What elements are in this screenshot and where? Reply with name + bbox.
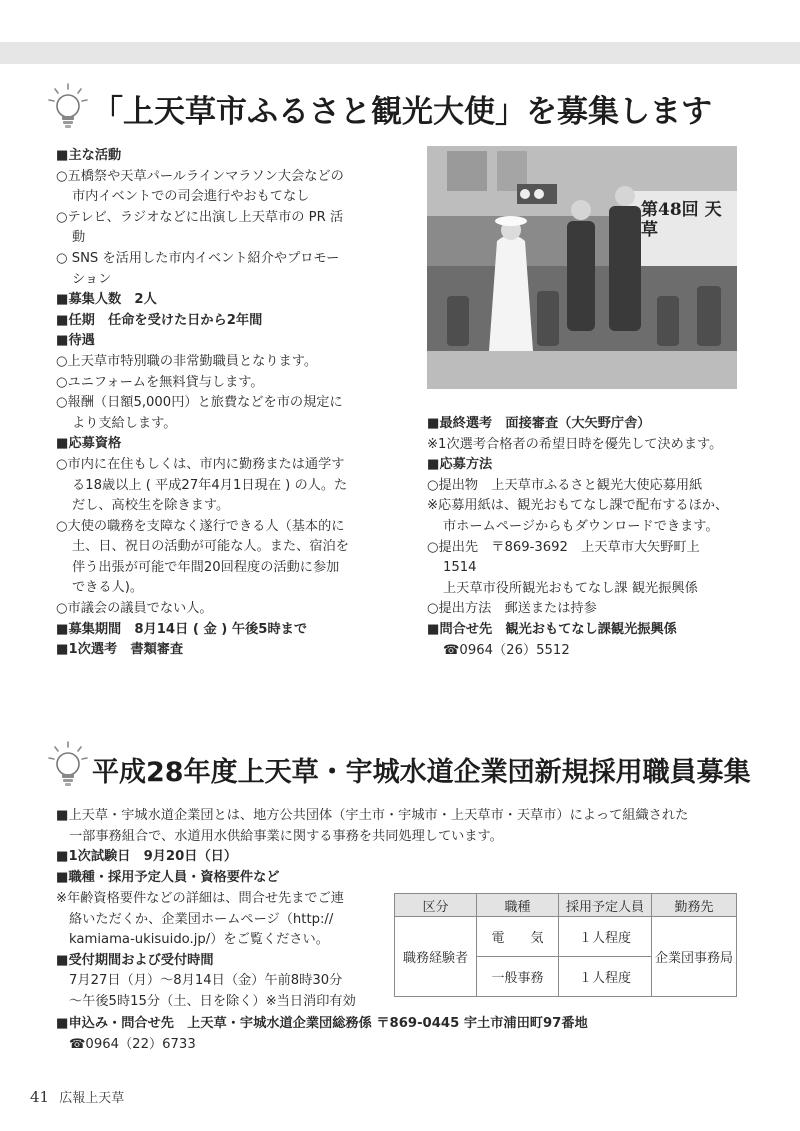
- text-line: 上天草市役所観光おもてなし課 観光振興係: [443, 580, 698, 596]
- lightbulb-icon: [46, 740, 90, 788]
- text-line: ☎0964（26）5512: [443, 642, 570, 658]
- text-line: ション: [72, 271, 112, 287]
- table-cell-count: １人程度: [559, 917, 652, 957]
- text-line: ☎0964（22）6733: [69, 1036, 196, 1052]
- section2-intro: [56, 806, 688, 888]
- table-cell-category: 職務経験者: [395, 917, 477, 997]
- table-header: 区分: [395, 894, 477, 917]
- text-line: 1514: [443, 560, 477, 576]
- table-header: 職種: [477, 894, 559, 917]
- text-line: ■募集期間 8月14日 ( 金 ) 午後5時まで: [56, 621, 308, 637]
- top-bar: [0, 42, 800, 64]
- text-line: ■応募資格: [56, 436, 122, 452]
- text-line: ○テレビ、ラジオなどに出演し上天草市の PR 活: [56, 209, 344, 225]
- text-line: 動: [72, 230, 86, 246]
- text-line: 市内イベントでの司会進行やおもてなし: [72, 189, 310, 205]
- section1-left-column: [56, 146, 376, 661]
- text-line: 伴う出張が可能で年間20回程度の活動に参加: [72, 559, 340, 575]
- text-line: ○上天草市特別職の非常勤職員となります。: [56, 353, 318, 369]
- text-line: ■1次試験日 9月20日（日）: [56, 849, 238, 865]
- text-line: ○市議会の議員でない人。: [56, 601, 213, 617]
- text-line: より支給します。: [72, 415, 177, 431]
- table-row: [395, 917, 737, 957]
- text-line: ○大使の職務を支障なく遂行できる人（基本的に: [56, 518, 345, 534]
- section2-left-column: [56, 889, 386, 1013]
- table-cell-job: 電 気: [477, 917, 559, 957]
- table-header: 勤務先: [652, 894, 737, 917]
- text-line: ■最終選考 面接審査（大矢野庁舎）: [427, 416, 651, 431]
- section1-right-column: [427, 414, 757, 661]
- text-line: ○ユニフォームを無料貸与します。: [56, 374, 264, 390]
- text-line: 一部事務組合で、水道用水供給事業に関する事務を共同処理しています。: [69, 828, 503, 844]
- section1-title: 「上天草市ふるさと観光大使」を募集します: [92, 94, 712, 130]
- photo-banner-text: 第48回 天草: [641, 200, 722, 240]
- text-line: ○提出物 上天草市ふるさと観光大使応募用紙: [427, 477, 703, 493]
- text-line: ■受付期間および受付時間: [56, 952, 214, 968]
- text-line: 7月27日（月）～8月14日（金）午前8時30分: [69, 973, 343, 989]
- table-header: 採用予定人員: [559, 894, 652, 917]
- section2-title: 平成28年度上天草・宇城水道企業団新規採用職員募集: [92, 757, 751, 788]
- text-line: ○提出方法 郵送または持参: [427, 601, 597, 617]
- text-line: ○五橋祭や天草パールラインマラソン大会などの: [56, 168, 344, 184]
- publication-name: 広報上天草: [59, 1091, 125, 1106]
- text-line: ■募集人数 2人: [56, 292, 157, 308]
- text-line: ※年齢資格要件などの詳細は、問合せ先までご連: [56, 891, 344, 906]
- text-line: ○ SNS を活用した市内イベント紹介やプロモー: [56, 250, 340, 266]
- text-line: ■待遇: [56, 333, 95, 349]
- text-line: ■応募方法: [427, 457, 493, 473]
- page-footer: [30, 1087, 124, 1106]
- lightbulb-icon: [46, 82, 90, 130]
- text-line: できる人)。: [72, 580, 144, 596]
- text-line: ○提出先 〒869-3692 上天草市大矢野町上: [427, 539, 700, 555]
- text-line: ※1次選考合格者の希望日時を優先して決めます。: [427, 436, 723, 452]
- text-line: ～午後5時15分（土、日を除く）※当日消印有効: [69, 993, 356, 1009]
- text-line: ○市内に在住もしくは、市内に勤務または通学す: [56, 456, 345, 472]
- text-line: だし、高校生を除きます。: [72, 498, 230, 514]
- text-line: ■1次選考 書類審査: [56, 642, 184, 658]
- table-cell-workplace: 企業団事務局: [652, 917, 737, 997]
- text-line: ■上天草・宇城水道企業団とは、地方公共団体（宇土市・宇城市・上天草市・天草市）によって組織された: [56, 808, 689, 823]
- text-line: ■任期 任命を受けた日から2年間: [56, 312, 263, 328]
- text-line: ■申込み・問合せ先 上天草・宇城水道企業団総務係 〒869-0445 宇土市浦田町97番地: [56, 1016, 588, 1031]
- text-line: ■主な活動: [56, 148, 122, 163]
- text-line: る18歳以上 ( 平成27年4月1日現在 ) の人。た: [72, 477, 348, 493]
- section2-contact: [56, 1014, 588, 1055]
- recruitment-table: [394, 893, 737, 997]
- text-line: ※応募用紙は、観光おもてなし課で配布するほか、: [427, 498, 729, 514]
- text-line: 絡いただくか、企業団ホームページ（http://: [69, 911, 334, 927]
- text-line: ■問合せ先 観光おもてなし課観光振興係: [427, 621, 677, 637]
- text-line: 土、日、祝日の活動が可能な人。また、宿泊を: [72, 539, 349, 555]
- event-photo: [427, 146, 737, 389]
- table-header-row: [395, 894, 737, 917]
- table-cell-count: １人程度: [559, 957, 652, 997]
- text-line: 市ホームページからもダウンロードできます。: [443, 518, 719, 534]
- text-line: ○報酬（日額5,000円）と旅費などを市の規定に: [56, 395, 343, 411]
- page-number: 41: [30, 1088, 50, 1106]
- table-cell-job: 一般事務: [477, 957, 559, 997]
- text-line: kamiama-ukisuido.jp/）をご覧ください。: [69, 932, 329, 948]
- text-line: ■職種・採用予定人員・資格要件など: [56, 869, 280, 885]
